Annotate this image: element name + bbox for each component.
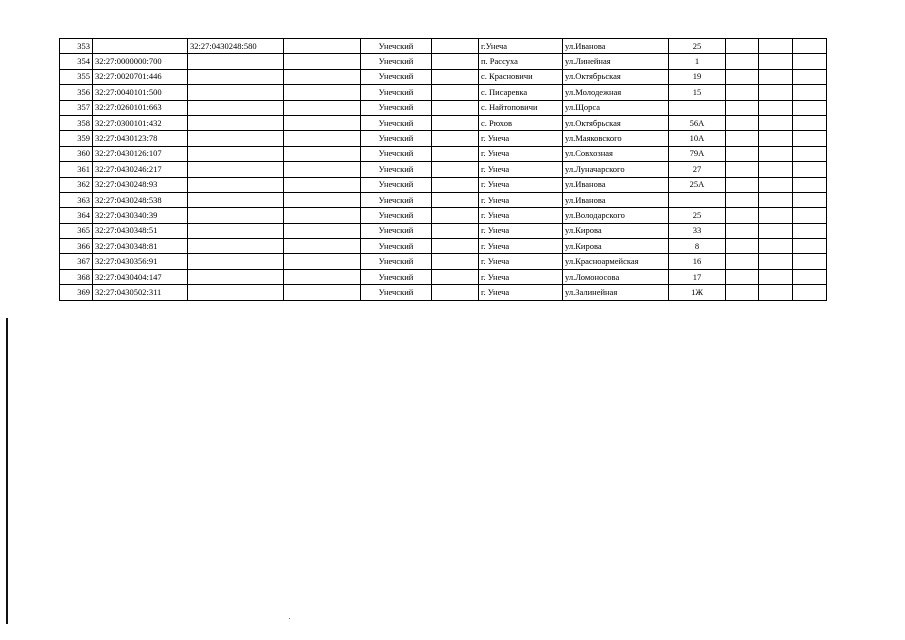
- empty-cell: [759, 208, 793, 223]
- row-number-cell: 355: [60, 69, 93, 84]
- empty-cell: [726, 100, 759, 115]
- cadastral-number-alt-cell: [188, 115, 284, 130]
- house-number-cell: 10А: [669, 131, 726, 146]
- empty-cell: [759, 69, 793, 84]
- empty-cell: [432, 208, 479, 223]
- empty-cell: [284, 54, 361, 69]
- district-cell: Унечский: [361, 162, 432, 177]
- table-row: [60, 54, 827, 69]
- empty-cell: [726, 131, 759, 146]
- table-row: [60, 162, 827, 177]
- cadastral-number-cell: 32:27:0430123:78: [93, 131, 188, 146]
- locality-cell: г. Унеча: [479, 239, 563, 254]
- table-row: [60, 192, 827, 207]
- empty-cell: [793, 39, 827, 54]
- street-cell: ул.Линейная: [563, 54, 669, 69]
- district-cell: Унечский: [361, 69, 432, 84]
- district-cell: Унечский: [361, 100, 432, 115]
- empty-cell: [726, 223, 759, 238]
- empty-cell: [726, 69, 759, 84]
- table-row: [60, 239, 827, 254]
- row-number-cell: 358: [60, 115, 93, 130]
- empty-cell: [726, 39, 759, 54]
- locality-cell: г. Унеча: [479, 131, 563, 146]
- street-cell: ул.Красноармейская: [563, 254, 669, 269]
- row-number-cell: 368: [60, 269, 93, 284]
- empty-cell: [759, 54, 793, 69]
- house-number-cell: 56А: [669, 115, 726, 130]
- cadastral-number-alt-cell: [188, 223, 284, 238]
- empty-cell: [759, 239, 793, 254]
- locality-cell: г. Унеча: [479, 254, 563, 269]
- cadastral-number-alt-cell: [188, 162, 284, 177]
- empty-cell: [726, 54, 759, 69]
- row-number-cell: 354: [60, 54, 93, 69]
- row-number-cell: 366: [60, 239, 93, 254]
- empty-cell: [726, 285, 759, 300]
- empty-cell: [726, 269, 759, 284]
- empty-cell: [284, 115, 361, 130]
- cadastral-number-alt-cell: [188, 285, 284, 300]
- cadastral-number-cell: 32:27:0040101:500: [93, 85, 188, 100]
- empty-cell: [759, 285, 793, 300]
- cadastral-number-alt-cell: [188, 239, 284, 254]
- cadastral-number-cell: 32:27:0300101:432: [93, 115, 188, 130]
- cadastral-number-cell: 32:27:0430126:107: [93, 146, 188, 161]
- house-number-cell: 8: [669, 239, 726, 254]
- empty-cell: [284, 192, 361, 207]
- street-cell: ул.Ломоносова: [563, 269, 669, 284]
- empty-cell: [284, 269, 361, 284]
- locality-cell: п. Рассуха: [479, 54, 563, 69]
- cadastral-number-alt-cell: [188, 177, 284, 192]
- locality-cell: г. Унеча: [479, 285, 563, 300]
- cadastral-number-cell: 32:27:0430248:93: [93, 177, 188, 192]
- locality-cell: с. Писаревка: [479, 85, 563, 100]
- street-cell: ул.Маяковского: [563, 131, 669, 146]
- street-cell: ул.Октябрьская: [563, 69, 669, 84]
- street-cell: ул.Щорса: [563, 100, 669, 115]
- locality-cell: г.Унеча: [479, 39, 563, 54]
- empty-cell: [432, 85, 479, 100]
- empty-cell: [759, 146, 793, 161]
- street-cell: ул.Луначарского: [563, 162, 669, 177]
- district-cell: Унечский: [361, 131, 432, 146]
- empty-cell: [726, 192, 759, 207]
- locality-cell: г. Унеча: [479, 269, 563, 284]
- table-row: [60, 285, 827, 300]
- street-cell: ул.Октябрьская: [563, 115, 669, 130]
- empty-cell: [793, 239, 827, 254]
- empty-cell: [726, 146, 759, 161]
- cadastral-number-cell: 32:27:0430356:91: [93, 254, 188, 269]
- house-number-cell: 16: [669, 254, 726, 269]
- empty-cell: [432, 223, 479, 238]
- empty-cell: [793, 100, 827, 115]
- empty-cell: [759, 39, 793, 54]
- table-row: [60, 269, 827, 284]
- locality-cell: с. Красновичи: [479, 69, 563, 84]
- row-number-cell: 369: [60, 285, 93, 300]
- cadastral-number-alt-cell: [188, 131, 284, 146]
- street-cell: ул.Иванова: [563, 177, 669, 192]
- empty-cell: [284, 146, 361, 161]
- row-number-cell: 361: [60, 162, 93, 177]
- empty-cell: [726, 162, 759, 177]
- table-body: [60, 39, 827, 301]
- empty-cell: [284, 162, 361, 177]
- house-number-cell: [669, 192, 726, 207]
- locality-cell: г. Унеча: [479, 162, 563, 177]
- empty-cell: [793, 146, 827, 161]
- empty-cell: [432, 285, 479, 300]
- row-number-cell: 357: [60, 100, 93, 115]
- empty-cell: [793, 115, 827, 130]
- house-number-cell: 79А: [669, 146, 726, 161]
- house-number-cell: 25А: [669, 177, 726, 192]
- empty-cell: [793, 69, 827, 84]
- house-number-cell: 25: [669, 208, 726, 223]
- empty-cell: [793, 54, 827, 69]
- cadastral-number-cell: [93, 39, 188, 54]
- district-cell: Унечский: [361, 269, 432, 284]
- cadastral-number-cell: 32:27:0000000:700: [93, 54, 188, 69]
- empty-cell: [759, 85, 793, 100]
- empty-cell: [284, 285, 361, 300]
- empty-cell: [284, 177, 361, 192]
- house-number-cell: 27: [669, 162, 726, 177]
- empty-cell: [793, 285, 827, 300]
- street-cell: ул.Молодежная: [563, 85, 669, 100]
- cadastral-number-alt-cell: [188, 254, 284, 269]
- empty-cell: [793, 192, 827, 207]
- locality-cell: г. Унеча: [479, 208, 563, 223]
- empty-cell: [432, 239, 479, 254]
- empty-cell: [759, 192, 793, 207]
- empty-cell: [284, 239, 361, 254]
- cadastral-number-cell: 32:27:0260101:663: [93, 100, 188, 115]
- cadastral-number-cell: 32:27:0430502:311: [93, 285, 188, 300]
- district-cell: Унечский: [361, 85, 432, 100]
- empty-cell: [793, 162, 827, 177]
- table-row: [60, 177, 827, 192]
- district-cell: Унечский: [361, 146, 432, 161]
- row-number-cell: 362: [60, 177, 93, 192]
- row-number-cell: 363: [60, 192, 93, 207]
- empty-cell: [726, 115, 759, 130]
- cadastral-number-cell: 32:27:0430246:217: [93, 162, 188, 177]
- district-cell: Унечский: [361, 239, 432, 254]
- empty-cell: [759, 254, 793, 269]
- house-number-cell: 15: [669, 85, 726, 100]
- cadastral-number-cell: 32:27:0430348:81: [93, 239, 188, 254]
- cadastral-number-cell: 32:27:0020701:446: [93, 69, 188, 84]
- district-cell: Унечский: [361, 39, 432, 54]
- cadastral-number-cell: 32:27:0430340:39: [93, 208, 188, 223]
- scan-speck: [289, 618, 290, 619]
- locality-cell: с. Найтоповичи: [479, 100, 563, 115]
- district-cell: Унечский: [361, 54, 432, 69]
- table-row: [60, 69, 827, 84]
- district-cell: Унечский: [361, 115, 432, 130]
- locality-cell: г. Унеча: [479, 177, 563, 192]
- empty-cell: [759, 115, 793, 130]
- empty-cell: [432, 269, 479, 284]
- row-number-cell: 365: [60, 223, 93, 238]
- table-row: [60, 131, 827, 146]
- district-cell: Унечский: [361, 285, 432, 300]
- empty-cell: [793, 223, 827, 238]
- cadastral-number-alt-cell: [188, 85, 284, 100]
- empty-cell: [726, 239, 759, 254]
- empty-cell: [432, 54, 479, 69]
- table-row: [60, 39, 827, 54]
- property-registry-table: [59, 38, 827, 301]
- street-cell: ул.Кирова: [563, 223, 669, 238]
- empty-cell: [726, 85, 759, 100]
- house-number-cell: 17: [669, 269, 726, 284]
- locality-cell: г. Унеча: [479, 223, 563, 238]
- empty-cell: [432, 177, 479, 192]
- empty-cell: [284, 100, 361, 115]
- district-cell: Унечский: [361, 223, 432, 238]
- empty-cell: [432, 115, 479, 130]
- cadastral-number-alt-cell: [188, 192, 284, 207]
- empty-cell: [432, 131, 479, 146]
- empty-cell: [432, 69, 479, 84]
- table-row: [60, 115, 827, 130]
- house-number-cell: 33: [669, 223, 726, 238]
- row-number-cell: 356: [60, 85, 93, 100]
- empty-cell: [284, 223, 361, 238]
- house-number-cell: 1: [669, 54, 726, 69]
- empty-cell: [432, 100, 479, 115]
- empty-cell: [759, 100, 793, 115]
- empty-cell: [793, 85, 827, 100]
- empty-cell: [726, 177, 759, 192]
- empty-cell: [793, 269, 827, 284]
- district-cell: Унечский: [361, 177, 432, 192]
- locality-cell: г. Унеча: [479, 192, 563, 207]
- street-cell: ул.Залинейная: [563, 285, 669, 300]
- empty-cell: [284, 254, 361, 269]
- street-cell: ул.Кирова: [563, 239, 669, 254]
- cadastral-number-cell: 32:27:0430404:147: [93, 269, 188, 284]
- table-row: [60, 223, 827, 238]
- empty-cell: [284, 208, 361, 223]
- street-cell: ул.Иванова: [563, 39, 669, 54]
- table-row: [60, 85, 827, 100]
- empty-cell: [432, 39, 479, 54]
- empty-cell: [284, 131, 361, 146]
- empty-cell: [759, 162, 793, 177]
- cadastral-number-cell: 32:27:0430248:538: [93, 192, 188, 207]
- district-cell: Унечский: [361, 254, 432, 269]
- table-row: [60, 146, 827, 161]
- empty-cell: [432, 146, 479, 161]
- cadastral-number-alt-cell: 32:27:0430248:580: [188, 39, 284, 54]
- row-number-cell: 360: [60, 146, 93, 161]
- empty-cell: [759, 223, 793, 238]
- empty-cell: [432, 162, 479, 177]
- empty-cell: [726, 208, 759, 223]
- empty-cell: [759, 131, 793, 146]
- house-number-cell: 19: [669, 69, 726, 84]
- empty-cell: [793, 208, 827, 223]
- empty-cell: [432, 254, 479, 269]
- empty-cell: [759, 269, 793, 284]
- row-number-cell: 367: [60, 254, 93, 269]
- cadastral-number-alt-cell: [188, 69, 284, 84]
- cadastral-number-alt-cell: [188, 269, 284, 284]
- empty-cell: [793, 131, 827, 146]
- cadastral-number-alt-cell: [188, 146, 284, 161]
- cadastral-number-alt-cell: [188, 54, 284, 69]
- cadastral-number-alt-cell: [188, 100, 284, 115]
- empty-cell: [726, 254, 759, 269]
- scan-shadow-edge: [6, 318, 8, 624]
- district-cell: Унечский: [361, 208, 432, 223]
- cadastral-number-alt-cell: [188, 208, 284, 223]
- row-number-cell: 353: [60, 39, 93, 54]
- empty-cell: [284, 69, 361, 84]
- locality-cell: г. Унеча: [479, 146, 563, 161]
- street-cell: ул.Володарского: [563, 208, 669, 223]
- cadastral-number-cell: 32:27:0430348:51: [93, 223, 188, 238]
- table-row: [60, 208, 827, 223]
- table-row: [60, 100, 827, 115]
- house-number-cell: [669, 100, 726, 115]
- empty-cell: [793, 177, 827, 192]
- table-row: [60, 254, 827, 269]
- house-number-cell: 1Ж: [669, 285, 726, 300]
- street-cell: ул.Иванова: [563, 192, 669, 207]
- row-number-cell: 364: [60, 208, 93, 223]
- empty-cell: [759, 177, 793, 192]
- street-cell: ул.Совхозная: [563, 146, 669, 161]
- house-number-cell: 25: [669, 39, 726, 54]
- empty-cell: [284, 39, 361, 54]
- empty-cell: [284, 85, 361, 100]
- row-number-cell: 359: [60, 131, 93, 146]
- empty-cell: [432, 192, 479, 207]
- empty-cell: [793, 254, 827, 269]
- district-cell: Унечский: [361, 192, 432, 207]
- locality-cell: с. Рюхов: [479, 115, 563, 130]
